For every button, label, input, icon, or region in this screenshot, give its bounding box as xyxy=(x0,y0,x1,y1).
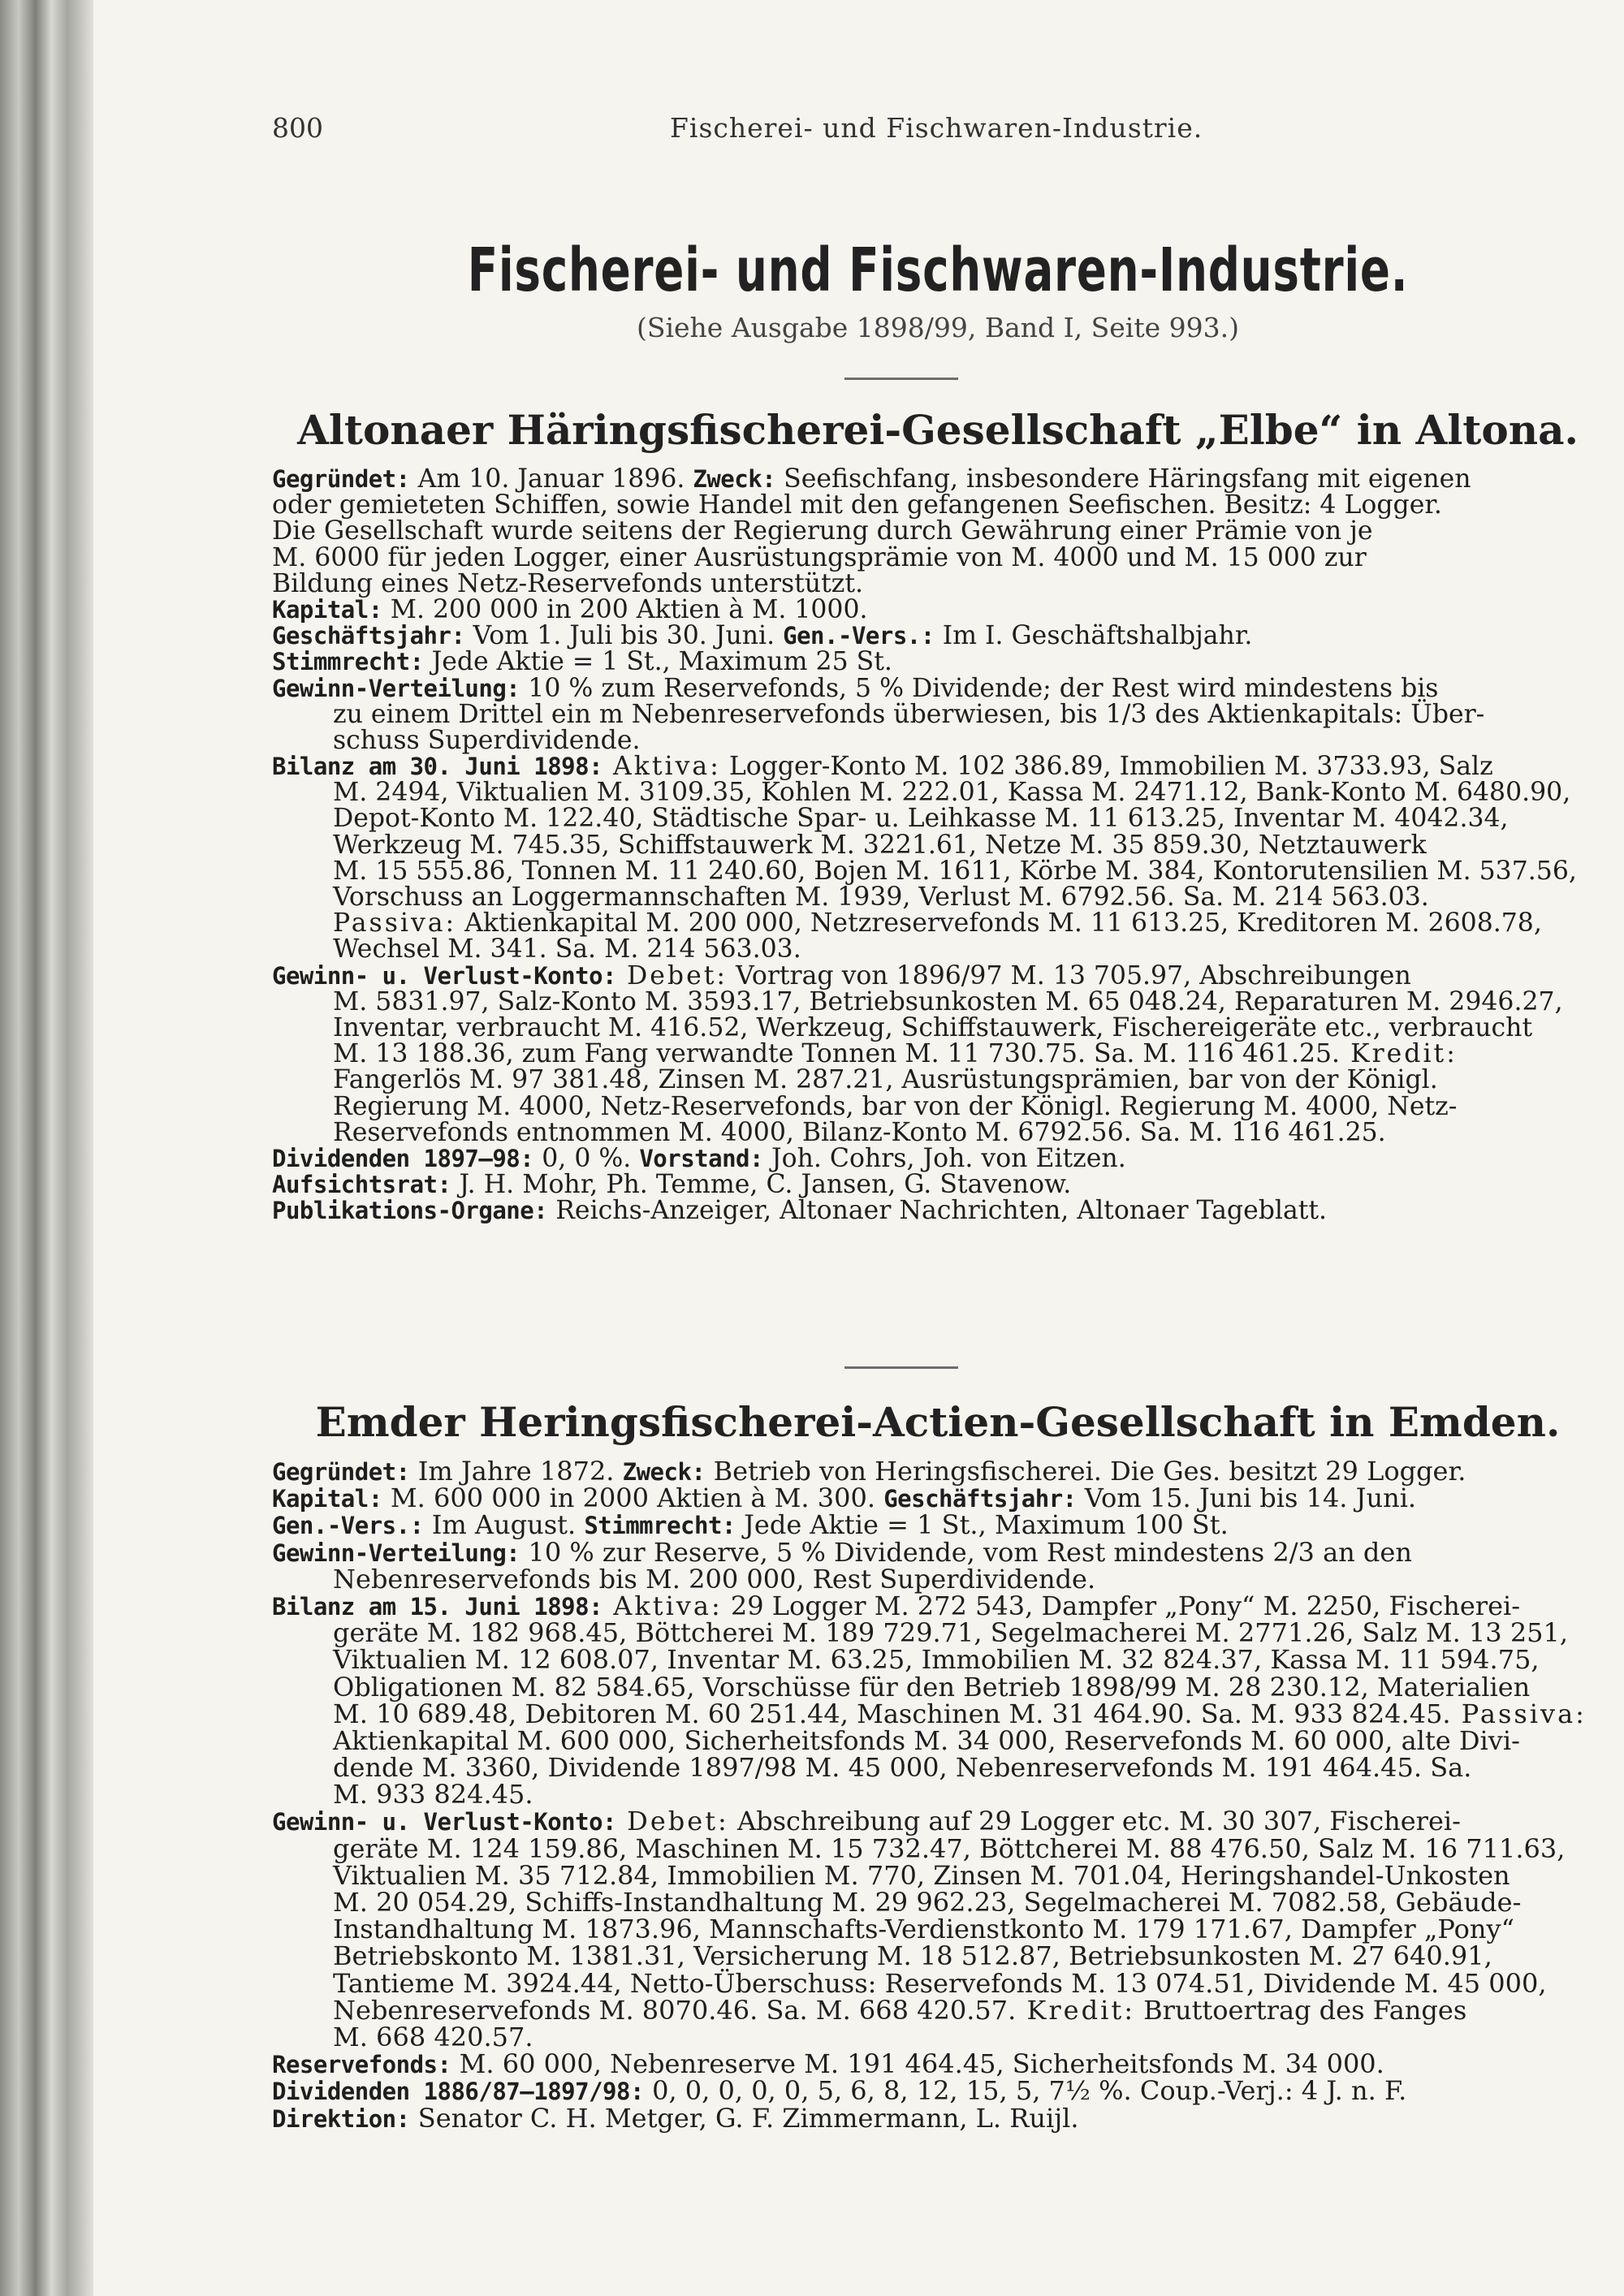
field-label: Kapital: xyxy=(272,1485,382,1513)
field-label: Aufsichtsrat: xyxy=(272,1171,451,1199)
entry-line: Aufsichtsrat: J. H. Mohr, Ph. Temme, C. Jansen, G. Stavenow. xyxy=(272,1170,1072,1200)
entry-line: Gegründet: Am 10. Januar 1896. Zweck: Seefischfang, insbesondere Häringsfang mit eigenen xyxy=(272,464,1471,494)
entry-line: Werkzeug M. 745.35, Schiffstauwerk M. 3221.61, Netze M. 35 859.30, Netztauwerk xyxy=(333,830,1427,860)
entry-line: Bilanz am 15. Juni 1898: Aktiva: 29 Logger M. 272 543, Dampfer „Pony“ M. 2250, Fischerei- xyxy=(272,1590,1521,1621)
entry-line: M. 2494, Viktualien M. 3109.35, Kohlen M. 222.01, Kassa M. 2471.12, Bank-Konto M. 6480.90, xyxy=(333,778,1571,808)
field-label: Gewinn-Verteilung: xyxy=(272,674,520,702)
entry-line: oder gemieteten Schiffen, sowie Handel mit den gefangenen Seefischen. Besitz: 4 Logger. xyxy=(272,490,1442,520)
field-label: Bilanz am 30. Juni 1898: xyxy=(272,753,603,781)
field-label: Reservefonds: xyxy=(272,2051,451,2079)
field-label: Direktion: xyxy=(272,2104,410,2133)
entry-line: M. 5831.97, Salz-Konto M. 3593.17, Betriebsunkosten M. 65 048.24, Reparaturen M. 2946.27, xyxy=(333,986,1563,1016)
entry-line: Gewinn- u. Verlust-Konto: Debet: Abschreibung auf 29 Logger etc. M. 30 307, Fischerei- xyxy=(272,1806,1461,1837)
entry-line: Depot-Konto M. 122.40, Städtische Spar- u. Leihkasse M. 11 613.25, Inventar M. 4042.34, xyxy=(333,804,1509,834)
field-label: Gewinn- u. Verlust-Konto: xyxy=(272,961,616,990)
entry-line: Bilanz am 30. Juni 1898: Aktiva: Logger-Konto M. 102 386.89, Immobilien M. 3733.93, Salz xyxy=(272,752,1493,782)
field-label: Dividenden 1886/87—1897/98: xyxy=(272,2078,644,2106)
entry-line: dende M. 3360, Dividende 1897/98 M. 45 000, Nebenreservefonds M. 191 464.45. Sa. xyxy=(333,1752,1472,1784)
entry-line: Reservefonds: M. 60 000, Nebenreserve M. 191 464.45, Sicherheitsfonds M. 34 000. xyxy=(272,2048,1384,2080)
entry-altona xyxy=(272,466,1592,1224)
entry-line: Instandhaltung M. 1873.96, Mannschafts-Verdienstkonto M. 179 171.67, Dampfer „Pony“ xyxy=(333,1914,1514,1945)
running-title: Fischerei- und Fischwaren-Industrie. xyxy=(670,112,1203,144)
field-label: Gewinn- u. Verlust-Konto: xyxy=(272,1808,616,1836)
entry-line: Direktion: Senator C. H. Metger, G. F. Zimmermann, L. Ruijl. xyxy=(272,2102,1079,2134)
entry-line: Fangerlös M. 97 381.48, Zinsen M. 287.21, Ausrüstungsprämien, bar von der Königl. xyxy=(333,1065,1438,1095)
field-label: Geschäftsjahr: xyxy=(883,1485,1077,1513)
book-spine-shadow xyxy=(0,0,93,2296)
entry-line: Dividenden 1886/87—1897/98: 0, 0, 0, 0, 0, 5, 6, 8, 12, 15, 5, 7½ %. Coup.-Verj.: 4 J. n. F. xyxy=(272,2075,1407,2107)
field-label: Stimmrecht: xyxy=(272,648,424,676)
entry-line: Aktienkapital M. 600 000, Sicherheitsfonds M. 34 000, Reservefonds M. 60 000, alte Divi- xyxy=(333,1724,1520,1756)
field-label: Bilanz am 15. Juni 1898: xyxy=(272,1592,603,1621)
entry-line: Inventar, verbraucht M. 416.52, Werkzeug, Schiffstauwerk, Fischereigeräte etc., verbraucht xyxy=(333,1012,1533,1042)
entry-line: Gewinn-Verteilung: 10 % zum Reservefonds, 5 % Dividende; der Rest wird mindestens bis xyxy=(272,673,1439,703)
entry-line: Passiva: Aktienkapital M. 200 000, Netzreservefonds M. 11 613.25, Kreditoren M. 2608.78, xyxy=(333,908,1542,939)
entry-line: zu einem Drittel ein m Nebenreservefonds überwiesen, bis 1/3 des Aktienkapitals: Über- xyxy=(333,699,1485,729)
field-label: Gen.-Vers.: xyxy=(272,1512,424,1540)
entry-line: Gewinn-Verteilung: 10 % zur Reserve, 5 % Dividende, vom Rest mindestens 2/3 an den xyxy=(272,1536,1412,1568)
entry-line: Kapital: M. 600 000 in 2000 Aktien à M. 300. Geschäftsjahr: Vom 15. Juni bis 14. Juni. xyxy=(272,1482,1417,1514)
field-label: Kapital: xyxy=(272,595,382,624)
entry-line: Die Gesellschaft wurde seitens der Regierung durch Gewährung einer Prämie von je xyxy=(272,516,1373,546)
entry-line: M. 668 420.57. xyxy=(333,2021,533,2052)
entry-line: Obligationen M. 82 584.65, Vorschüsse für den Betrieb 1898/99 M. 28 230.12, Materialien xyxy=(333,1671,1531,1703)
divider xyxy=(844,1366,958,1369)
entry-line: Stimmrecht: Jede Aktie = 1 St., Maximum 25 St. xyxy=(272,647,892,677)
entry-line: Kapital: M. 200 000 in 200 Aktien à M. 1000. xyxy=(272,594,868,624)
entry-line: Gewinn- u. Verlust-Konto: Debet: Vortrag von 1896/97 M. 13 705.97, Abschreibungen xyxy=(272,960,1411,990)
entry-line: Dividenden 1897—98: 0, 0 %. Vorstand: Joh. Cohrs, Joh. von Eitzen. xyxy=(272,1143,1126,1173)
field-label: Gen.-Vers.: xyxy=(783,622,935,650)
entry-line: Reservefonds entnommen M. 4000, Bilanz-Konto M. 6792.56. Sa. M. 116 461.25. xyxy=(333,1117,1386,1147)
entry-line: Bildung eines Netz-Reservefonds unterstützt. xyxy=(272,568,864,598)
entry-line: M. 20 054.29, Schiffs-Instandhaltung M. 29 962.23, Segelmacherei M. 7082.58, Gebäude- xyxy=(333,1887,1522,1918)
entry-line: Wechsel M. 341. Sa. M. 214 563.03. xyxy=(333,934,801,965)
entry-line: Nebenreservefonds bis M. 200 000, Rest Superdividende. xyxy=(333,1563,1096,1595)
field-label: Gewinn-Verteilung: xyxy=(272,1539,520,1567)
field-label: Zweck: xyxy=(693,465,776,493)
company-title-emden: Emder Heringsfischerei-Actien-Gesellschaft in Emden. xyxy=(315,1398,1561,1446)
entry-emden xyxy=(272,1458,1592,2132)
field-label: Zweck: xyxy=(622,1458,706,1486)
entry-line: geräte M. 124 159.86, Maschinen M. 15 732.47, Böttcherei M. 88 476.50, Salz M. 16 711.63, xyxy=(333,1832,1566,1864)
entry-line: Viktualien M. 35 712.84, Immobilien M. 770, Zinsen M. 701.04, Heringshandel-Unkosten xyxy=(333,1859,1510,1891)
field-label: Publikations-Organe: xyxy=(272,1197,548,1225)
entry-line: Publikations-Organe: Reichs-Anzeiger, Altonaer Nachrichten, Altonaer Tageblatt. xyxy=(272,1196,1328,1226)
field-label: Geschäftsjahr: xyxy=(272,622,465,650)
entry-line: Betriebskonto M. 1381.31, Versicherung M. 18 512.87, Betriebsunkosten M. 27 640.91, xyxy=(333,1940,1492,1972)
entry-line: M. 13 188.36, zum Fang verwandte Tonnen M. 11 730.75. Sa. M. 116 461.25. Kredit: xyxy=(333,1039,1458,1069)
section-title: Fischerei- und Fischwaren-Industrie. xyxy=(467,235,1409,305)
entry-line: M. 933 824.45. xyxy=(333,1779,533,1810)
field-label: Gegründet: xyxy=(272,465,410,493)
entry-line: geräte M. 182 968.45, Böttcherei M. 189 729.71, Segelmacherei M. 2771.26, Salz M. 13 251, xyxy=(333,1617,1569,1649)
entry-line: Gen.-Vers.: Im August. Stimmrecht: Jede Aktie = 1 St., Maximum 100 St. xyxy=(272,1509,1229,1541)
entry-line: Regierung M. 4000, Netz-Reservefonds, bar von der Königl. Regierung M. 4000, Netz- xyxy=(333,1091,1458,1121)
entry-line: Geschäftsjahr: Vom 1. Juli bis 30. Juni. Gen.-Vers.: Im I. Geschäftshalbjahr. xyxy=(272,621,1253,651)
entry-line: Gegründet: Im Jahre 1872. Zweck: Betrieb von Heringsfischerei. Die Ges. besitzt 29 Logger. xyxy=(272,1456,1466,1487)
entry-line: M. 10 689.48, Debitoren M. 60 251.44, Maschinen M. 31 464.90. Sa. M. 933 824.45. Passiva: xyxy=(333,1698,1587,1729)
page-number: 800 xyxy=(272,112,323,144)
divider xyxy=(844,378,958,380)
field-label: Stimmrecht: xyxy=(584,1512,736,1540)
entry-line: M. 15 555.86, Tonnen M. 11 240.60, Bojen M. 1611, Körbe M. 384, Kontorutensilien M. 537.56, xyxy=(333,856,1577,886)
entry-line: Vorschuss an Loggermannschaften M. 1939, Verlust M. 6792.56. Sa. M. 214 563.03. xyxy=(333,883,1429,912)
entry-line: Tantieme M. 3924.44, Netto-Überschuss: Reservefonds M. 13 074.51, Dividende M. 45 000, xyxy=(333,1967,1547,1999)
entry-line: M. 6000 für jeden Logger, einer Ausrüstungsprämie von M. 4000 und M. 15 000 zur xyxy=(272,542,1367,572)
entry-line: Nebenreservefonds M. 8070.46. Sa. M. 668 420.57. Kredit: Bruttoertrag des Fanges xyxy=(333,1994,1467,2026)
entry-line: schuss Superdividende. xyxy=(333,725,641,755)
field-label: Dividenden 1897—98: xyxy=(272,1144,534,1172)
field-label: Vorstand: xyxy=(639,1144,763,1172)
entry-line: Viktualien M. 12 608.07, Inventar M. 63.25, Immobilien M. 32 824.37, Kassa M. 11 594.75, xyxy=(333,1644,1540,1676)
company-title-altona: Altonaer Häringsfischerei-Gesellschaft „Elbe“ in Altona. xyxy=(297,406,1579,454)
section-subtitle: (Siehe Ausgabe 1898/99, Band I, Seite 993.) xyxy=(636,312,1239,343)
field-label: Gegründet: xyxy=(272,1458,410,1486)
